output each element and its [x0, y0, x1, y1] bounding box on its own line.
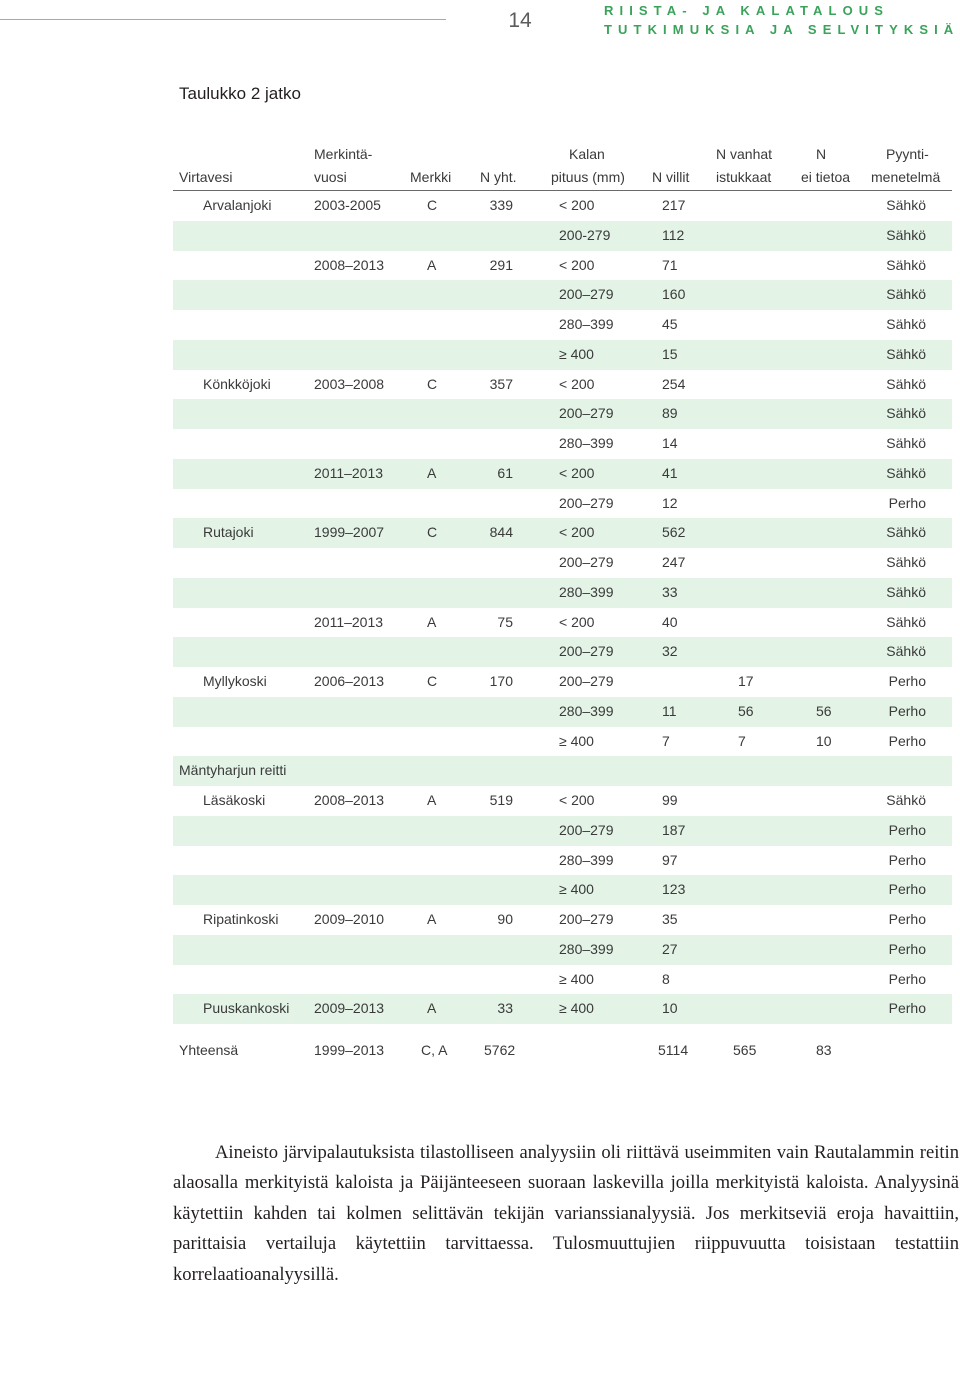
- table-row: [173, 905, 952, 935]
- cell-length: ≥ 400: [559, 732, 594, 749]
- cell-wild: 12: [662, 494, 678, 511]
- cell-n-total: [473, 548, 513, 578]
- table-row: [173, 191, 952, 221]
- col-header-virtavesi: Virtavesi: [179, 169, 233, 185]
- col-header-unknown-line2: ei tietoa: [801, 169, 851, 185]
- col-header-wild: N villit: [652, 169, 690, 185]
- cell-n-total: 291: [489, 256, 513, 273]
- cell-method: Sähkö: [886, 256, 926, 273]
- table-row: [173, 429, 952, 459]
- table-row: [173, 608, 952, 638]
- cell-method: Perho: [888, 881, 926, 898]
- cell-wild: 7: [662, 732, 670, 749]
- cell-year: 2008–2013: [314, 256, 385, 273]
- cell-mark: C: [427, 375, 438, 392]
- cell-river-name: Ripatinkoski: [203, 911, 279, 927]
- cell-old-stock: 7: [738, 732, 746, 749]
- col-header-method-line1: Pyynti-: [886, 146, 929, 162]
- cell-method: Sähkö: [886, 792, 926, 808]
- cell-n-total: [473, 280, 513, 310]
- cell-method: Perho: [888, 1000, 926, 1017]
- table-row: [173, 459, 952, 489]
- cell-unknown: 10: [816, 732, 832, 749]
- cell-method: Perho: [888, 494, 926, 511]
- cell-year: 2009–2010: [314, 911, 385, 927]
- cell-length: ≥ 400: [559, 1000, 594, 1017]
- cell-method: Sähkö: [886, 226, 926, 243]
- series-title-line2: TUTKIMUKSIA JA SELVITYKSIÄ: [604, 22, 960, 37]
- cell-wild: 35: [662, 911, 678, 927]
- cell-length: 200–279: [559, 286, 614, 303]
- total-label: Yhteensä: [179, 1042, 239, 1058]
- cell-method: Perho: [888, 673, 926, 689]
- cell-year: 2011–2013: [314, 613, 384, 630]
- cell-wild: 32: [662, 643, 678, 660]
- table-row: [173, 786, 952, 816]
- cell-wild: 45: [662, 316, 678, 332]
- cell-method: Sähkö: [886, 197, 926, 213]
- col-header-year-line2: vuosi: [314, 169, 347, 185]
- cell-method: Sähkö: [886, 286, 926, 303]
- cell-n-total: [473, 965, 513, 995]
- cell-method: Sähkö: [886, 524, 926, 541]
- cell-n-total: [473, 816, 513, 846]
- cell-length: 200–279: [559, 821, 614, 838]
- cell-n-total: 61: [497, 464, 513, 481]
- cell-mark: A: [427, 613, 437, 630]
- col-header-n-total: N yht.: [480, 169, 517, 185]
- cell-length: < 200: [559, 613, 595, 630]
- total-mark: C, A: [421, 1042, 448, 1058]
- cell-mark: A: [427, 792, 437, 808]
- cell-year: 2006–2013: [314, 673, 385, 689]
- cell-length: < 200: [559, 256, 595, 273]
- cell-mark: C: [427, 524, 438, 541]
- col-header-unknown-line1: N: [816, 146, 827, 162]
- cell-wild: 11: [662, 702, 677, 719]
- section-row: [173, 756, 952, 786]
- table-row: [173, 935, 952, 965]
- total-year: 1999–2013: [314, 1042, 385, 1058]
- total-old: 565: [733, 1042, 757, 1058]
- cell-method: Perho: [888, 732, 926, 749]
- cell-river-name: Puuskankoski: [203, 1000, 290, 1017]
- cell-wild: 33: [662, 583, 678, 600]
- table-row: [173, 697, 952, 727]
- cell-length: 200–279: [559, 643, 614, 660]
- cell-method: Sähkö: [886, 316, 926, 332]
- cell-n-total: 844: [489, 524, 513, 541]
- cell-n-total: [473, 637, 513, 667]
- cell-wild: 14: [662, 435, 678, 451]
- cell-method: Perho: [888, 702, 926, 719]
- cell-wild: 247: [662, 554, 686, 570]
- table-row: [173, 578, 952, 608]
- cell-n-total: 339: [489, 197, 513, 213]
- cell-length: ≥ 400: [559, 881, 594, 898]
- col-header-length-line2: pituus (mm): [551, 169, 625, 185]
- cell-length: < 200: [559, 524, 595, 541]
- cell-n-total: [473, 340, 513, 370]
- col-header-old-line1: N vanhat: [716, 146, 773, 162]
- table-caption: Taulukko 2 jatko: [179, 84, 301, 103]
- cell-wild: 71: [662, 256, 678, 273]
- table-row: [173, 340, 952, 370]
- cell-n-total: [473, 578, 513, 608]
- cell-n-total: 75: [497, 613, 513, 630]
- cell-wild: 10: [662, 1000, 678, 1017]
- cell-year: 2009–2013: [314, 1000, 385, 1017]
- page-number: 14: [508, 9, 532, 32]
- cell-n-total: 519: [489, 792, 513, 808]
- total-wild: 5114: [658, 1042, 689, 1058]
- cell-unknown: 56: [816, 702, 832, 719]
- table-row: [173, 518, 952, 548]
- table-row: [173, 489, 952, 519]
- data-table: [173, 138, 952, 1068]
- cell-n-total: 33: [497, 1000, 513, 1017]
- cell-method: Sähkö: [886, 554, 926, 570]
- cell-n-total: [473, 875, 513, 905]
- cell-method: Perho: [888, 911, 926, 927]
- cell-wild: 217: [662, 197, 686, 213]
- cell-wild: 40: [662, 613, 678, 630]
- cell-n-total: [473, 429, 513, 459]
- cell-method: Sähkö: [886, 435, 926, 451]
- cell-length: 200-279: [559, 226, 611, 243]
- header-rule: [0, 19, 446, 20]
- cell-river-name: Könkköjoki: [203, 375, 271, 392]
- cell-river-name: Rutajoki: [203, 524, 254, 541]
- cell-old-stock: 56: [738, 702, 754, 719]
- body-paragraph: Aineisto järvipalautuksista tilastolliseen analyysiin oli riittävä useimmiten vain Rautalammin reitin alaosalla merkityistä kaloista ja Päijänteeseen suoraan laskevilla joilla merkityistä kaloista. Analyysinä käytettiin kahden tai kolmen selittävän tekijän varianssianalyysiä. Jos merkitseviä eroja havaittiin, parittaisia vertailuja käytettiin tarvittaessa. Tulosmuuttujien riippuvuutta toisistaan testattiin korrelaatioanalyysillä.: [173, 1142, 959, 1285]
- cell-length: ≥ 400: [559, 345, 594, 362]
- total-row: [173, 1032, 952, 1068]
- col-header-old-line2: istukkaat: [716, 169, 772, 185]
- cell-river-name: Myllykoski: [203, 673, 267, 689]
- cell-mark: C: [427, 673, 438, 689]
- cell-wild: 41: [662, 464, 678, 481]
- total-unknown: 83: [816, 1042, 832, 1058]
- cell-mark: A: [427, 256, 437, 273]
- cell-n-total: [473, 310, 513, 340]
- cell-wild: 8: [662, 970, 670, 987]
- table-row: [173, 965, 952, 995]
- table-row: [173, 221, 952, 251]
- cell-length: 200–279: [559, 911, 614, 927]
- cell-length: 200–279: [559, 405, 614, 422]
- table-row: [173, 370, 952, 400]
- cell-length: ≥ 400: [559, 970, 594, 987]
- cell-method: Sähkö: [886, 375, 926, 392]
- cell-wild: 562: [662, 524, 686, 541]
- table-body: [173, 191, 952, 1024]
- cell-mark: A: [427, 911, 437, 927]
- cell-length: < 200: [559, 375, 595, 392]
- col-header-mark: Merkki: [410, 169, 452, 185]
- series-title-line1: RIISTA- JA KALATALOUS: [604, 3, 890, 18]
- cell-n-total: 170: [489, 673, 513, 689]
- cell-year: 2003–2008: [314, 375, 385, 392]
- table-row: [173, 667, 952, 697]
- cell-n-total: [473, 935, 513, 965]
- table-row: [173, 280, 952, 310]
- cell-length: 280–399: [559, 702, 614, 719]
- cell-wild: 160: [662, 286, 686, 303]
- cell-length: 200–279: [559, 554, 614, 570]
- cell-wild: 27: [662, 940, 678, 957]
- cell-n-total: [473, 846, 513, 876]
- cell-river-name: Läsäkoski: [203, 792, 266, 808]
- table-row: [173, 816, 952, 846]
- cell-method: Perho: [888, 940, 926, 957]
- cell-wild: 112: [662, 226, 685, 243]
- table-row: [173, 846, 952, 876]
- cell-method: Sähkö: [886, 345, 926, 362]
- cell-year: 2011–2013: [314, 464, 384, 481]
- cell-length: < 200: [559, 197, 595, 213]
- cell-wild: 123: [662, 881, 686, 898]
- cell-mark: A: [427, 1000, 437, 1017]
- cell-old-stock: 17: [738, 673, 754, 689]
- cell-n-total: [473, 489, 513, 519]
- cell-mark: C: [427, 197, 438, 213]
- table-row: [173, 310, 952, 340]
- cell-method: Perho: [888, 821, 926, 838]
- table-row: [173, 637, 952, 667]
- cell-length: 200–279: [559, 494, 614, 511]
- table-row: [173, 548, 952, 578]
- cell-year: 2008–2013: [314, 792, 385, 808]
- cell-wild: 97: [662, 851, 678, 868]
- cell-method: Sähkö: [886, 643, 926, 660]
- cell-wild: 254: [662, 375, 686, 392]
- table-row: [173, 727, 952, 757]
- cell-n-total: 357: [489, 375, 513, 392]
- cell-n-total: [473, 727, 513, 757]
- cell-length: 280–399: [559, 940, 614, 957]
- cell-n-total: [473, 399, 513, 429]
- cell-wild: 89: [662, 405, 678, 422]
- cell-method: Perho: [888, 851, 926, 868]
- cell-n-total: [473, 221, 513, 251]
- table-row: [173, 251, 952, 281]
- cell-length: 200–279: [559, 673, 614, 689]
- cell-river-name: Arvalanjoki: [203, 197, 272, 213]
- cell-length: 280–399: [559, 583, 614, 600]
- cell-method: Sähkö: [886, 613, 926, 630]
- total-n: 5762: [484, 1042, 516, 1058]
- cell-mark: A: [427, 464, 437, 481]
- cell-wild: 187: [662, 821, 686, 838]
- col-header-method-line2: menetelmä: [871, 169, 941, 185]
- table-header: [173, 138, 952, 191]
- cell-length: 280–399: [559, 435, 614, 451]
- cell-method: Sähkö: [886, 405, 926, 422]
- table-row: [173, 875, 952, 905]
- cell-method: Sähkö: [886, 583, 926, 600]
- cell-method: Sähkö: [886, 464, 926, 481]
- table-row: [173, 399, 952, 429]
- cell-wild: 99: [662, 792, 678, 808]
- col-header-year-line1: Merkintä-: [314, 146, 373, 162]
- cell-n-total: 90: [497, 911, 513, 927]
- cell-length: 280–399: [559, 316, 614, 332]
- cell-year: 2003-2005: [314, 197, 381, 213]
- section-label: Mäntyharjun reitti: [179, 762, 287, 779]
- col-header-length-line1: Kalan: [569, 146, 605, 162]
- cell-method: Perho: [888, 970, 926, 987]
- cell-wild: 15: [662, 345, 678, 362]
- cell-length: 280–399: [559, 851, 614, 868]
- cell-year: 1999–2007: [314, 524, 385, 541]
- cell-length: < 200: [559, 792, 595, 808]
- cell-length: < 200: [559, 464, 595, 481]
- cell-n-total: [473, 697, 513, 727]
- table-row: [173, 994, 952, 1024]
